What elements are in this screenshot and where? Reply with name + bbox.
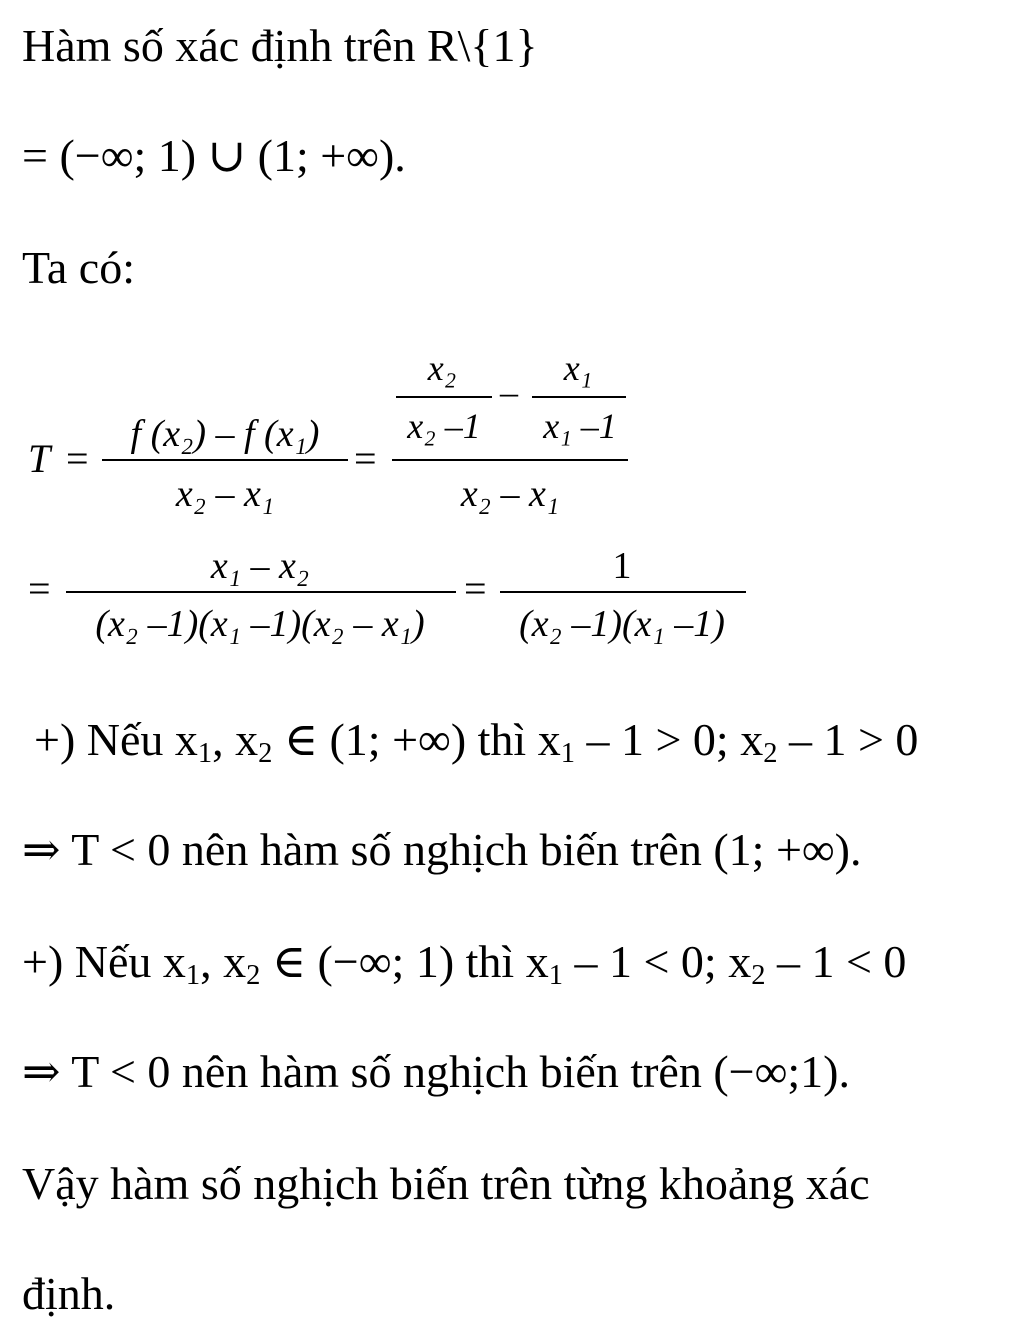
inner-num-left: x₂ (427, 348, 457, 388)
case1-sub-3: 1 (560, 738, 575, 770)
case2-line (22, 934, 906, 990)
case1-a: ∈ (1; +∞) thì x (272, 714, 561, 765)
case1-line (34, 712, 918, 768)
domain-line-1: Hàm số xác định trên R\{1} (22, 20, 538, 71)
case1-b: – 1 > 0; x (574, 714, 764, 765)
case2-sub-3: 1 (548, 960, 563, 992)
case2-a: ∈ (−∞; 1) thì x (260, 936, 549, 987)
ta-co-line: Ta có: (22, 242, 136, 293)
case1-result-line: ⇒ T < 0 nên hàm số nghịch biến trên (1; +∞). (22, 824, 862, 875)
step2-denominator: (x₂ –1)(x₁ –1)(x₂ – x₁) (95, 603, 425, 645)
formula-diff-denominator: x₂ – x₁ (175, 473, 275, 515)
step2-numerator: x₁ – x₂ (210, 545, 310, 587)
outer-denominator: x₂ – x₁ (460, 473, 560, 515)
case1-c: – 1 > 0 (777, 714, 919, 765)
conclusion-line-1: Vậy hàm số nghịch biến trên từng khoảng xác (22, 1158, 870, 1209)
case1-prefix: +) Nếu x (34, 714, 198, 765)
inner-num-right: x₁ (563, 348, 593, 388)
case2-prefix: +) Nếu x (22, 936, 186, 987)
step3-denominator: (x₂ –1)(x₁ –1) (519, 603, 725, 645)
case1-mid: , x (212, 714, 259, 765)
formula-eq-2: = (354, 436, 377, 481)
case2-mid: , x (200, 936, 247, 987)
inner-den-right: x₁ –1 (543, 406, 617, 446)
inner-minus: – (500, 372, 518, 412)
case2-sub-4: 2 (751, 960, 766, 992)
domain-line-2: = (−∞; 1) ∪ (1; +∞). (22, 130, 406, 181)
step3-numerator: 1 (612, 545, 632, 587)
case2-sub-2: 2 (246, 960, 261, 992)
case1-sub-4: 2 (763, 738, 778, 770)
formula-eq-4: = (464, 566, 487, 611)
case2-result-line: ⇒ T < 0 nên hàm số nghịch biến trên (−∞;1). (22, 1046, 850, 1097)
case2-b: – 1 < 0; x (562, 936, 752, 987)
case1-sub-2: 2 (258, 738, 273, 770)
formula-eq-3: = (28, 566, 51, 611)
formula-T: T (28, 436, 51, 481)
inner-den-left: x₂ –1 (407, 406, 481, 446)
case1-sub-1: 1 (197, 738, 213, 770)
case2-sub-1: 1 (185, 960, 201, 992)
case2-c: – 1 < 0 (765, 936, 907, 987)
formula-f-numerator: f (x₂) – f (x₁) (130, 413, 320, 455)
conclusion-line-2: định. (22, 1268, 116, 1319)
formula-eq-1: = (66, 436, 89, 481)
